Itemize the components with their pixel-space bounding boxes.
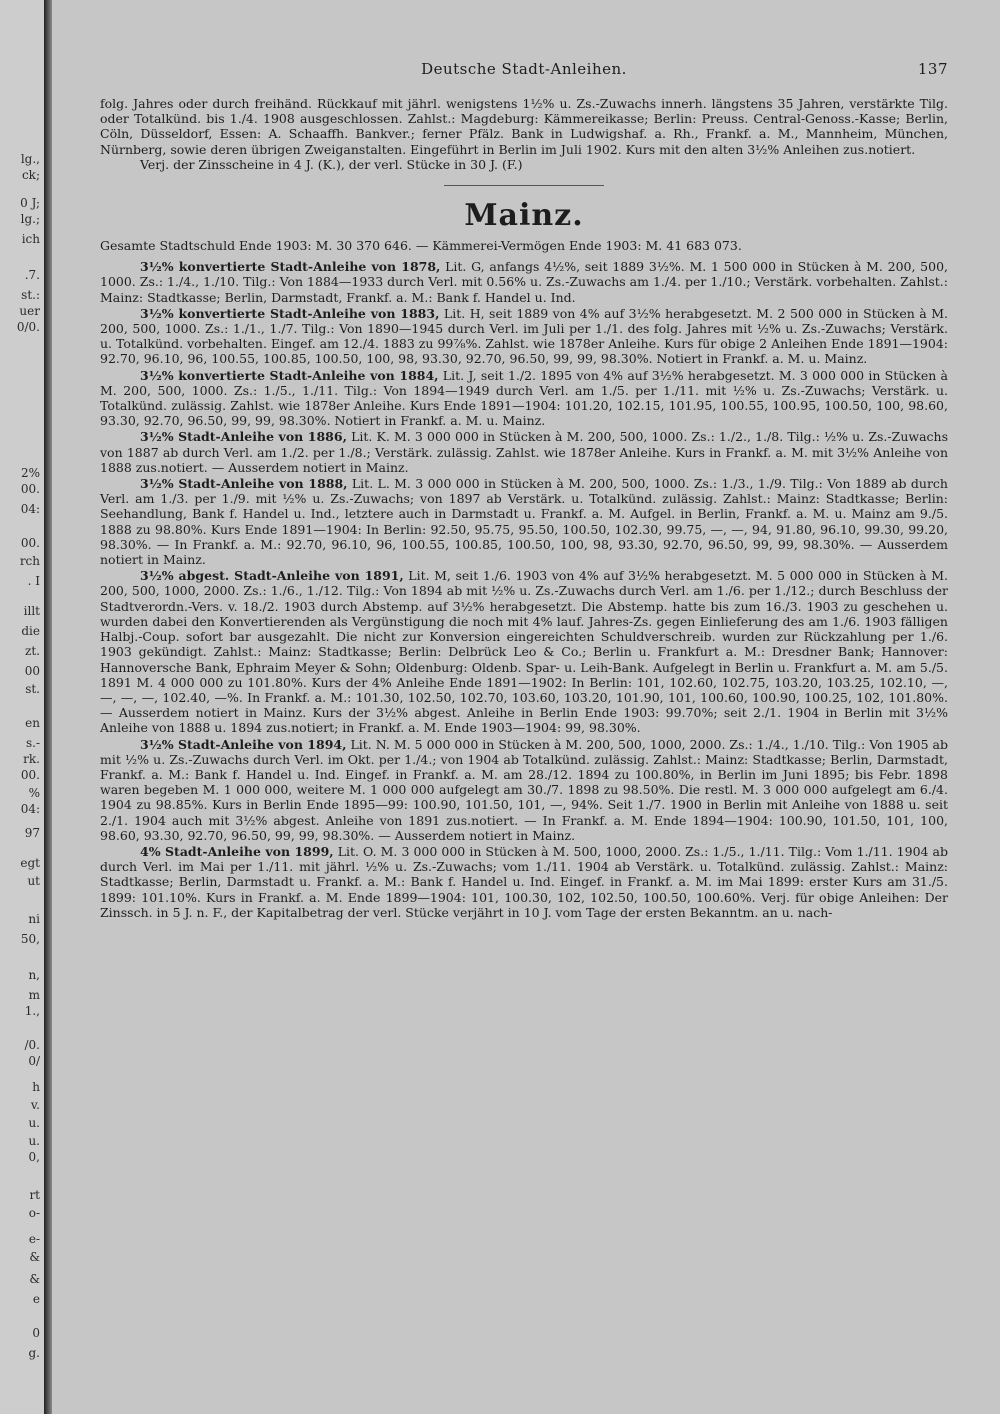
loan-title: 4% Stadt-Anleihe von 1899, [140,843,334,859]
gutter-fragment: uer [19,304,40,318]
verjaehrung-note: Verj. der Zinsscheine in 4 J. (K.), der verl. Stücke in 30 J. (F.) [140,156,523,172]
loan-body: Lit. L. M. 3 000 000 in Stücken à M. 200, 500, 1000. Zs.: 1./3., 1./9. Tilg.: Von 1889 ab durch Verl. am 1./3. per 1./9. mit ½% u. Zs.-Zuwachs; von 1897 ab Verstärk. u. Totalkünd. zulässig. Zahlst.: Mainz: Stadtkasse; Berlin: Seehandlung, Bank f. Handel u. Ind., letztere auch in Darmstadt u. Frankf. a. M. Aufgel. in Berlin, Frankf. a. M. u. Mainz am 9./5. 1888 zu 98.80%. Kurs Ende 1891—1904: In Berlin: 92.50, 95.75, 95.50, 100.50, 102.30, 99.75, —, —, 94, 91.80, 96.10, 99.30, 99.20, 98.30%. — In Frankf. a. M.: 92.70, 96.10, 96, 100.55, 100.85, 100.50, 100, 98, 93.30, 92.70, 96.50, 99, 99, 98.30%. — Ausserdem notiert in Mainz. [100,476,948,568]
loan-title: 3½% konvertierte Stadt-Anleihe von 1884, [140,367,439,383]
gutter-fragment: ich [21,232,40,246]
gutter-fragment: g. [28,1346,40,1360]
loan-entry [100,844,948,920]
gutter-fragment: 2% [20,466,40,480]
gutter-fragment: illt [23,604,40,618]
loan-body: Lit. G, anfangs 4½%, seit 1889 3½%. M. 1 500 000 in Stücken à M. 200, 500, 1000. Zs.: 1./4., 1./10. Tilg.: Von 1884—1933 durch Verl. mit 0.56% u. Zs.-Zuwachs am 1./4. per 1./10.; Verstärk. vorbehalten. Zahlst.: Mainz: Stadtkasse; Berlin, Darmstadt, Frankf. a. M.: Bank f. Handel u. Ind. [100,259,948,305]
loan-body: Lit. O. M. 3 000 000 in Stücken à M. 500, 1000, 2000. Zs.: 1./5., 1./11. Tilg.: Vom 1./11. 1904 ab durch Verl. im Mai per 1./11. mit jährl. ½% u. Zs.-Zuwachs; vom 1./11. 1904 ab Verstärk. u. Totalkünd. zulässig. Zahlst.: Mainz: Stadtkasse; Berlin, Darmstadt u. Frankf. a. M.: Bank f. Handel u. Ind. Eingef. in Frankf. a. M. im Mai 1899: erster Kurs am 31./5. 1899: 101.10%. Kurs in Frankf. a. M. Ende 1899—1904: 101, 100.30, 102, 102.50, 100.50, 100.60%. Verj. für obige Anleihen: Der Zinssch. in 5 J. n. F., der Kapitalbetrag der verl. Stücke verjährt in 10 J. vom Tage der ersten Bekanntm. an u. nach- [100,843,948,920]
gutter-fragment: ck; [21,168,40,182]
text-block [100,96,948,920]
gutter-fragment: 0, [28,1150,40,1164]
loan-body: Lit. M, seit 1./6. 1903 von 4% auf 3½% herabgesetzt. M. 5 000 000 in Stücken à M. 200, 500, 1000, 2000. Zs.: 1./6., 1./12. Tilg.: Von 1894 ab mit ½% u. Zs.-Zuwachs durch Verl. am 1./6. per 1./12.; durch Beschluss der Stadtverordn.-Vers. v. 18./2. 1903 durch Abstemp. auf 3½% herabgesetzt. Die Abstemp. hatte bis zum 16./3. 1903 zu geschehen u. wurden dabei den Konvertierenden als Vergünstigung die noch mit 4% lauf. Jahres-Zs. gegen Einlieferung des am 1./6. 1903 fälligen Halbj.-Coup. sofort bar ausgezahlt. Die nicht zur Konversion eingereichten Schuldverschreib. wurden zur Rückzahlung per 1./6. 1903 gekündigt. Zahlst.: Mainz: Stadtkasse; Berlin: Delbrück Leo & Co.; Berlin u. Frankfurt a. M.: Dresdner Bank; Hannover: Hannoversche Bank, Ephraim Meyer & Sohn; Oldenburg: Oldenb. Spar- u. Leih-Bank. Aufgelegt in Berlin u. Frankfurt a. M. am 5./5. 1891 M. 4 000 000 zu 101.80%. Kurs der 4% Anleihe Ende 1891—1902: In Berlin: 101, 102.60, 102.75, 103.20, 103.25, 102.10, —, —, —, —, 102.40, —%. In Frankf. a. M.: 101.30, 102.50, 102.70, 103.60, 103.20, 101.90, 101, 100.60, 100.90, 100.25, 102, 101.80%. — Ausserdem notiert in Mainz. Kurs der 3½% abgest. Anleihe in Berlin Ende 1903: 99.70%; seit 2./1. 1904 in Berlin mit 3½% Anleihe von 1888 u. 1894 zus.notiert; in Frankf. a. M. Ende 1903—1904: 99, 98.30%. [100,568,948,736]
gutter-fragment: v. [30,1098,40,1112]
gutter-fragment: st.: [21,288,40,302]
gutter-fragment: zt. [25,644,40,658]
gutter-fragment: 00. [20,536,40,550]
loan-title: 3½% Stadt-Anleihe von 1894, [140,736,347,752]
running-title: Deutsche Stadt-Anleihen. [421,60,627,78]
gutter-fragment: & [29,1272,40,1286]
loan-title: 3½% Stadt-Anleihe von 1886, [140,429,347,445]
section-title: Mainz. [464,198,584,234]
running-head [100,60,948,84]
loan-title: 3½% Stadt-Anleihe von 1888, [140,476,348,492]
loan-body: Lit. H, seit 1889 von 4% auf 3½% herabgesetzt. M. 2 500 000 in Stücken à M. 200, 500, 1000. Zs.: 1./1., 1./7. Tilg.: Von 1890—1945 durch Verl. im Juli per 1./1. des folg. Jahres mit ½% u. Zs.-Zuwachs; Verstärk. u. Totalkünd. vorbehalten. Eingef. am 12./4. 1883 zu 99⅞%. Zahlst. wie 1878er Anleihe. Kurs für obige 2 Anleihen Ende 1891—1904: 92.70, 96.10, 96, 100.55, 100.85, 100.50, 100, 98, 93.30, 92.70, 96.50, 99, 99, 98.30%. Notiert in Frankf. a. M. u. Mainz. [100,305,949,367]
gutter-fragment: 50, [20,932,40,946]
gutter-fragment: ni [28,912,40,926]
gutter-fragment: rt [29,1188,40,1202]
loan-entry [100,737,948,843]
gutter-fragment: n, [28,968,40,982]
gutter-fragment: /0. [24,1038,40,1052]
gutter-fragment: 00. [20,482,40,496]
gutter-fragment: 1., [24,1004,40,1018]
loan-body: Lit. K. M. 3 000 000 in Stücken à M. 200, 500, 1000. Zs.: 1./2., 1./8. Tilg.: ½% u. Zs.-Zuwachs von 1887 ab durch Verl. am 1./2. per 1./8.; Verstärk. zulässig. Zahlst. wie 1878er Anleihe. Kurs in Frankf. a. M. mit 3½% Anleihe von 1888 zus.notiert. — Ausserdem notiert in Mainz. [100,429,948,475]
loan-title: 3½% konvertierte Stadt-Anleihe von 1878, [140,259,441,275]
loan-body: Lit. J, seit 1./2. 1895 von 4% auf 3½% herabgesetzt. M. 3 000 000 in Stücken à M. 200, 500, 1000. Zs.: 1./5., 1./11. Tilg.: Von 1894—1949 durch Verl. am 1./5. per 1./11. mit ½% u. Zs.-Zuwachs; Verstärk. u. Totalkünd. zulässig. Zahlst. wie 1878er Anleihe. Kurs Ende 1891—1904: 101.20, 102.15, 101.95, 100.55, 100.95, 100.50, 100, 98.60, 93.30, 92.70, 96.50, 99, 99, 98.30%. Notiert in Frankf. a. M. u. Mainz. [100,367,948,429]
gutter-fragment: & [29,1250,40,1264]
gutter-fragment: .7. [24,268,40,282]
gutter-fragment: 0 J; [20,196,40,210]
loan-entry [100,476,948,567]
gutter-fragment: o- [28,1206,40,1220]
gutter-fragment: 0/0. [16,320,40,334]
gutter-fragment: 04: [20,802,40,816]
page-fold-shadow [44,0,52,1414]
gutter-fragment: 97 [24,826,40,840]
gutter-fragment: die [21,624,40,638]
page-number: 137 [917,60,948,78]
gutter-fragment: lg., [20,152,40,166]
loan-entry [100,568,948,735]
adjacent-page-margin [0,0,44,1414]
gutter-fragment: 04: [20,502,40,516]
loan-entry [100,368,948,429]
gutter-fragment: 00. [20,768,40,782]
loan-title: 3½% abgest. Stadt-Anleihe von 1891, [140,568,404,584]
loan-list [100,259,948,920]
gutter-fragment: st. [25,682,40,696]
loan-body: Lit. N. M. 5 000 000 in Stücken à M. 200, 500, 1000, 2000. Zs.: 1./4., 1./10. Tilg.: Von 1905 ab mit ½% u. Zs.-Zuwachs durch Verl. im Okt. per 1./4.; von 1904 ab Totalkünd. zulässig. Zahlst.: Mainz: Stadtkasse; Berlin, Darmstadt, Frankf. a. M.: Bank f. Handel u. Ind. Eingef. in Frankf. a. M. am 28./12. 1894 zu 100.80%, in Berlin im Juni 1895; bis Febr. 1898 waren begeben M. 1 000 000, weitere M. 1 000 000 aufgelegt am 30./7. 1898 zu 98.50%. Die restl. M. 3 000 000 aufgelegt am 6./4. 1904 zu 98.85%. Kurs in Berlin Ende 1895—99: 100.90, 101.50, 101, —, 94%. Seit 1./7. 1900 in Berlin mit Anleihe von 1888 u. seit 2./1. 1904 auch mit 3½% abgest. Anleihe von 1891 zus.notiert. — In Frankf. a. M. Ende 1894—1904: 100.90, 101.50, 101, 100, 98.60, 93.30, 92.70, 96.50, 99, 99, 98.30%. — Ausserdem notiert in Mainz. [100,736,948,843]
loan-entry [100,429,948,475]
gutter-fragment: egt [20,856,40,870]
gutter-fragment: 0 [32,1326,40,1340]
gutter-fragment: en [25,716,40,730]
gutter-fragment: rch [19,554,40,568]
loan-entry [100,306,948,367]
gutter-fragment: 00 [24,664,40,678]
gutter-fragment: lg.; [20,212,40,226]
debt-summary: Gesamte Stadtschuld Ende 1903: M. 30 370 646. — Kämmerei-Vermögen Ende 1903: M. 41 683 073. [100,238,742,254]
gutter-fragment: u. [28,1134,40,1148]
gutter-fragment: e [32,1292,40,1306]
gutter-fragment: h [32,1080,40,1094]
loan-title: 3½% konvertierte Stadt-Anleihe von 1883, [140,305,440,321]
book-page [52,0,1000,1414]
gutter-fragment: e- [28,1232,40,1246]
gutter-fragment: % [28,786,40,800]
section-divider [444,185,604,186]
loan-entry [100,259,948,305]
intro-paragraph: folg. Jahres oder durch freihänd. Rückkauf mit jährl. wenigstens 1½% u. Zs.-Zuwachs innerh. längstens 35 Jahren, verstärkte Tilg. oder Totalkünd. bis 1./4. 1908 ausgeschlossen. Zahlst.: Magdeburg: Kämmereikasse; Berlin: Preuss. Central-Genoss.-Kasse; Berlin, Cöln, Düsseldorf, Essen: A. Schaaffh. Bankver.; ferner Pfälz. Bank in Ludwigshaf. a. Rh., Frankf. a. M., Mannheim, München, Nürnberg, sowie deren übrigen Zweiganstalten. Eingeführt in Berlin im Juli 1902. Kurs mit den alten 3½% Anleihen zus.notiert. [100,96,948,157]
gutter-fragment: s.- [25,736,40,750]
gutter-fragment: u. [28,1116,40,1130]
gutter-fragment: rk. [23,752,40,766]
gutter-fragment: ut [27,874,40,888]
gutter-fragment: 0/ [28,1054,40,1068]
gutter-fragment: m [28,988,40,1002]
gutter-fragment: . I [27,574,40,588]
